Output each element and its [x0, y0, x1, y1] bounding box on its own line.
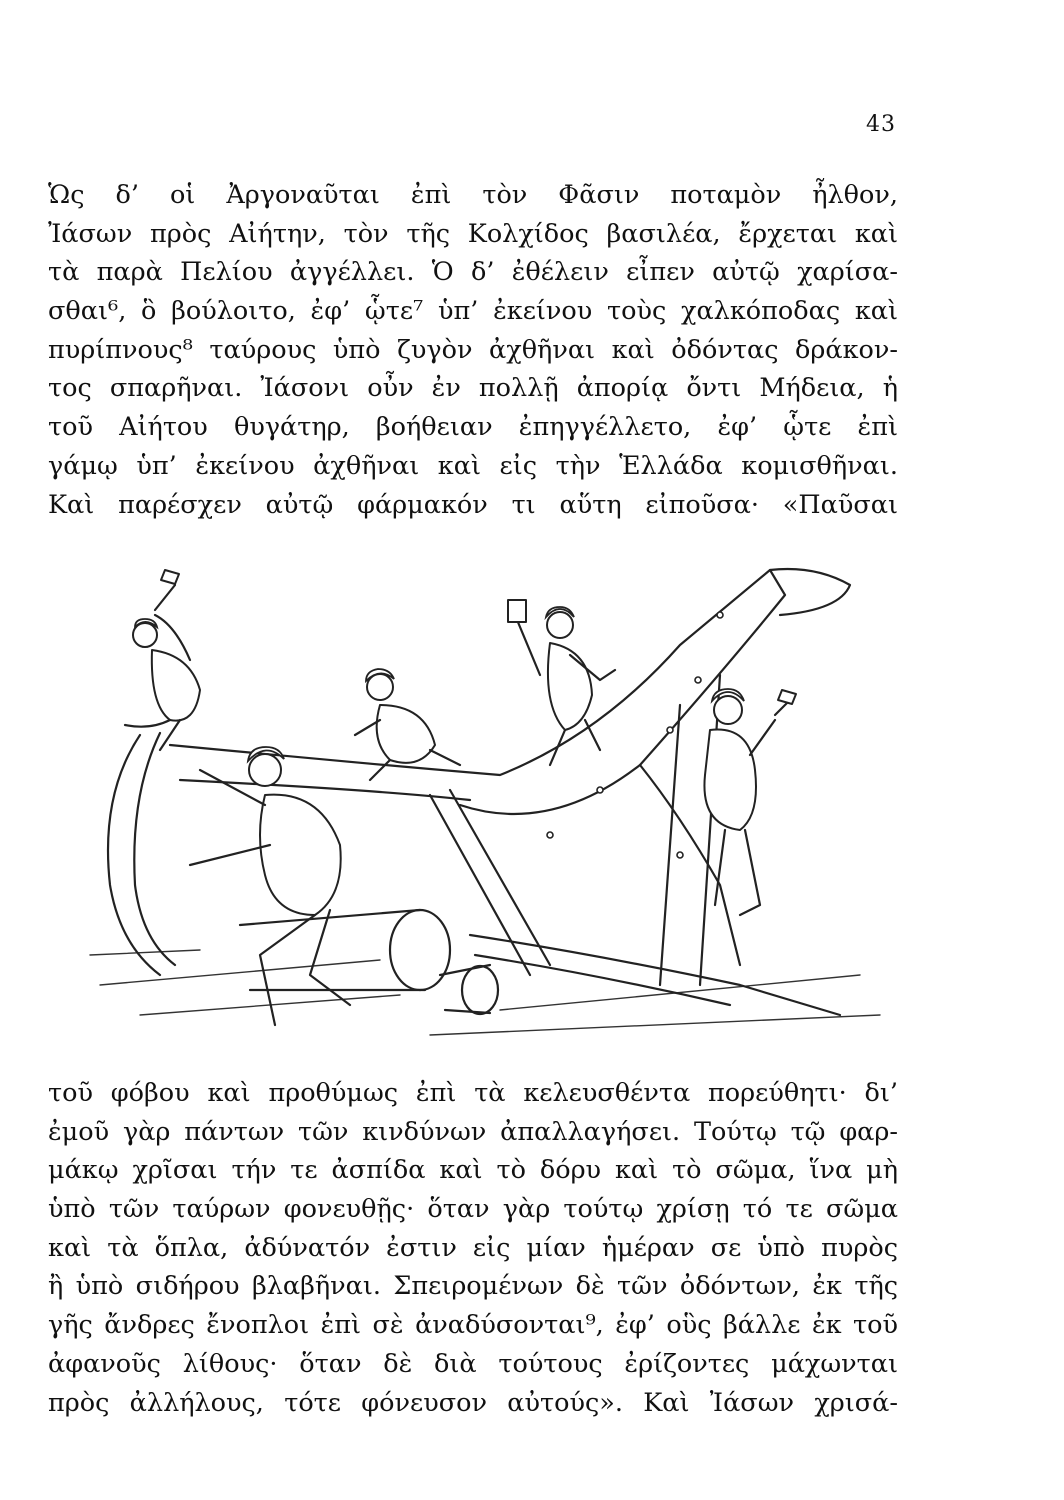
text-line: τος σπαρῆναι. Ἰάσονι οὖν ἐν πολλῇ ἀπορίᾳ ὄντι Μήδεια, ἡ — [48, 373, 898, 404]
text-line: γῆς ἄνδρες ἔνοπλοι ἐπὶ σὲ ἀναδύσονται⁹, ἐφ’ οὓς βάλλε ἐκ τοῦ — [48, 1310, 898, 1341]
text-line: πυρίπνους⁸ ταύρους ὑπὸ ζυγὸν ἀχθῆναι καὶ ὀδόντας δράκον- — [48, 334, 898, 365]
text-line: ἀφανοῦς λίθους· ὅταν δὲ διὰ τούτους ἐρίζοντες μάχωνται — [48, 1348, 898, 1379]
text-line: Ἰάσων πρὸς Αἰήτην, τὸν τῆς Κολχίδος βασιλέα, ἔρχεται καὶ — [48, 218, 898, 249]
line-drawing — [80, 555, 895, 1060]
text-line: σθαι⁶, ὃ βούλοιτο, ἐφ’ ᾧτε⁷ ὑπ’ ἐκείνου τοὺς χαλκόποδας καὶ — [48, 296, 898, 327]
text-line: γάμῳ ὑπ’ ἐκείνου ἀχθῆναι καὶ εἰς τὴν Ἑλλάδα κομισθῆναι. — [48, 450, 898, 481]
text-line: ὑπὸ τῶν ταύρων φονευθῇς· ὅταν γὰρ τούτῳ χρίσῃ τό τε σῶμα — [48, 1194, 898, 1225]
paragraph-bottom — [48, 1074, 898, 1422]
text-line: ἐμοῦ γὰρ πάντων τῶν κινδύνων ἀπαλλαγήσει. Τούτῳ τῷ φαρ- — [48, 1116, 898, 1147]
text-line: μάκῳ χρῖσαι τήν τε ἀσπίδα καὶ τὸ δόρυ καὶ τὸ σῶμα, ἵνα μὴ — [48, 1155, 898, 1186]
text-line: τοῦ Αἰήτου θυγάτηρ, βοήθειαν ἐπηγγέλλετο, ἐφ’ ᾧτε ἐπὶ — [48, 412, 898, 443]
shipbuilding-illustration — [80, 555, 895, 1060]
text-line: τὰ παρὰ Πελίου ἀγγέλλει. Ὁ δ’ ἐθέλειν εἶπεν αὐτῷ χαρίσα- — [48, 257, 898, 288]
text-line: Ὡς δ’ οἱ Ἀργοναῦται ἐπὶ τὸν Φᾶσιν ποταμὸν ἦλθον, — [48, 180, 898, 210]
text-line: Καὶ παρέσχεν αὐτῷ φάρμακόν τι αὕτη εἰποῦσα· «Παῦσαι — [48, 489, 898, 520]
text-line: πρὸς ἀλλήλους, τότε φόνευσον αὐτούς». Καὶ Ἰάσων χρισά- — [48, 1387, 898, 1418]
paragraph-top — [48, 176, 898, 524]
text-line: καὶ τὰ ὅπλα, ἀδύνατόν ἐστιν εἰς μίαν ἡμέραν σε ὑπὸ πυρὸς — [48, 1232, 898, 1263]
text-line: τοῦ φόβου καὶ προθύμως ἐπὶ τὰ κελευσθέντα πορεύθητι· δι’ — [48, 1078, 898, 1108]
page-number: 43 — [866, 112, 896, 137]
text-line: ἢ ὑπὸ σιδήρου βλαβῆναι. Σπειρομένων δὲ τῶν ὀδόντων, ἐκ τῆς — [48, 1271, 898, 1302]
